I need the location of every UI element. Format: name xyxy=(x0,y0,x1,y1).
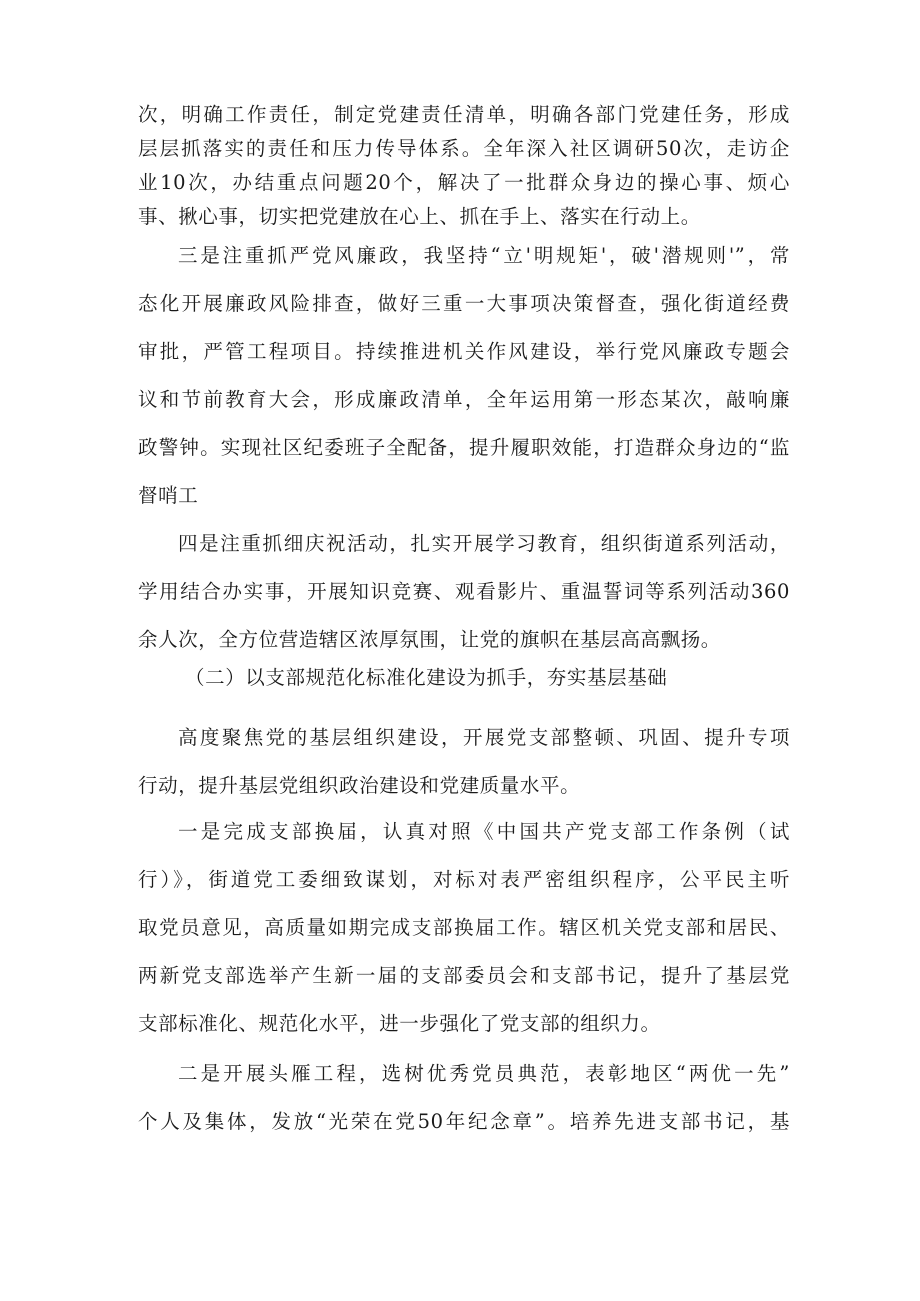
text-line: 业10次，办结重点问题20个，解决了一批群众身边的操心事、烦心 xyxy=(138,171,790,194)
text-line: 支部标准化、规范化水平，进一步强化了党支部的组织力。 xyxy=(138,1012,661,1035)
text-line: 态化开展廉政风险排查，做好三重一大事项决策督查，强化街道经费 xyxy=(138,292,790,315)
text-line: 二是开展头雁工程，选树优秀党员典范，表彰地区“两优一先” xyxy=(178,1062,790,1085)
text-line: 两新党支部选举产生新一届的支部委员会和支部书记，提升了基层党 xyxy=(138,964,790,987)
text-line: 层层抓落实的责任和压力传导体系。全年深入社区调研50次，走访企 xyxy=(138,137,790,160)
text-line: 个人及集体，发放“光荣在党50年纪念章”。培养先进支部书记，基 xyxy=(138,1110,790,1133)
paragraph-branch-election xyxy=(138,808,790,1048)
text-line: 事、揪心事，切实把党建放在心上、抓在手上、落实在行动上。 xyxy=(138,205,701,228)
text-line: 政警钟。实现社区纪委班子全配备，提升履职效能，打造群众身边的“监 xyxy=(138,436,790,459)
paragraph-grassroots xyxy=(138,714,790,810)
paragraph-integrity xyxy=(138,232,790,520)
text-line: 余人次，全方位营造辖区浓厚氛围，让党的旗帜在基层高高飘扬。 xyxy=(138,628,721,651)
text-line: 议和节前教育大会，形成廉政清单，全年运用第一形态某次，敲响廉 xyxy=(138,388,790,411)
text-line: 学用结合办实事，开展知识竞赛、观看影片、重温誓词等系列活动360 xyxy=(138,580,790,603)
text-line: 高度聚焦党的基层组织建设，开展党支部整顿、巩固、提升专项 xyxy=(178,726,790,749)
text-line: 行）》，街道党工委细致谋划，对标对表严密组织程序，公平民主听 xyxy=(138,868,790,891)
text-line: 审批，严管工程项目。持续推进机关作风建设，举行党风廉政专题会 xyxy=(138,340,790,363)
text-line: 次，明确工作责任，制定党建责任清单，明确各部门党建任务，形成 xyxy=(138,103,790,126)
paragraph-leading-geese xyxy=(138,1050,790,1146)
text-line: 四是注重抓细庆祝活动，扎实开展学习教育，组织街道系列活动， xyxy=(178,532,790,555)
paragraph-party-responsibility xyxy=(138,98,790,234)
section-subheading: （二）以支部规范化标准化建设为抓手，夯实基层基础 xyxy=(185,666,668,689)
text-line: 行动，提升基层党组织政治建设和党建质量水平。 xyxy=(138,774,581,797)
paragraph-celebration xyxy=(138,520,790,664)
text-line: 三是注重抓严党风廉政，我坚持“立'明规矩'，破'潜规则'”，常 xyxy=(178,244,790,267)
text-line: 一是完成支部换届，认真对照《中国共产党支部工作条例（试 xyxy=(178,820,790,843)
text-line: 督哨工 xyxy=(138,484,199,507)
text-line: 取党员意见，高质量如期完成支部换届工作。辖区机关党支部和居民、 xyxy=(138,916,790,939)
